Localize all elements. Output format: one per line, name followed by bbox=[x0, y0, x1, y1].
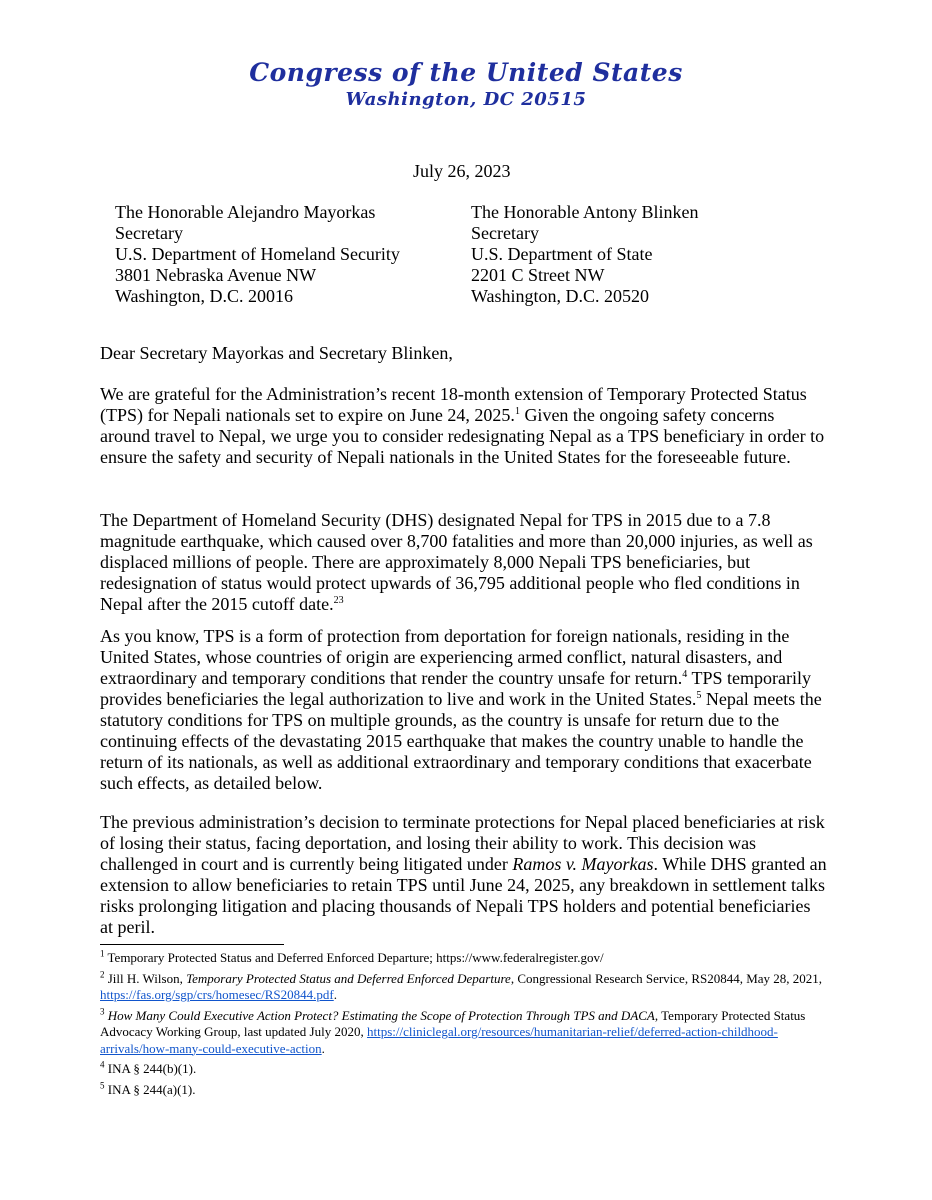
recipient-name: The Honorable Alejandro Mayorkas bbox=[115, 202, 376, 222]
recipient-title: Secretary bbox=[115, 223, 183, 243]
paragraph-text: Given the ongoing safety concerns around travel to Nepal, we urge you to consider redesignating Nepal as a TPS beneficiary in order to ensure the safety and security of Nepali nationals in the United States for the foreseeable future. bbox=[100, 405, 825, 467]
footnote-ref: 4 bbox=[682, 669, 688, 680]
letterhead-title: Congress of the United States bbox=[249, 58, 683, 87]
footnote-text: , Temporary Protected Status Advocacy Working Group, last updated July 2020, bbox=[100, 1007, 806, 1039]
footnote-divider bbox=[100, 944, 284, 945]
letterhead-subtitle: Washington, DC 20515 bbox=[345, 89, 587, 110]
footnote-3 bbox=[100, 1008, 830, 1058]
paragraph-text: As you know, TPS is a form of protection from deportation for foreign nationals, residing in the United States, whose countries of origin are experiencing armed conflict, natural disasters, and extraordinary and temporary conditions that render the country unsafe for return. bbox=[100, 626, 790, 688]
footnote-text: . bbox=[321, 1040, 325, 1056]
footnote-number: 3 bbox=[100, 1006, 105, 1017]
footnote-text: . bbox=[333, 987, 337, 1002]
recipient-department: U.S. Department of State bbox=[471, 244, 653, 264]
footnote-2 bbox=[100, 971, 830, 1004]
footnote-ref: 1 bbox=[514, 406, 520, 417]
paragraph-text: We are grateful for the Administration’s recent 18-month extension of Temporary Protected Status (TPS) for Nepali nationals set to expire on June 24, 2025. bbox=[100, 384, 807, 425]
recipient-address-left bbox=[115, 202, 400, 307]
footnote-text: INA § 244(b)(1). bbox=[104, 1061, 197, 1076]
footnote-text: , Congressional Research Service, RS20844, May 28, 2021, bbox=[510, 970, 823, 986]
footnote-source-title: Temporary Protected Status and Deferred Enforced Departure bbox=[186, 970, 511, 986]
recipient-department: U.S. Department of Homeland Security bbox=[115, 244, 400, 264]
footnote-text: Temporary Protected Status and Deferred Enforced Departure; https://www.federalregister.gov/ bbox=[104, 950, 604, 965]
recipient-city: Washington, D.C. 20520 bbox=[471, 286, 650, 306]
paragraph-text: . While DHS granted an extension to allow beneficiaries to retain TPS until June 24, 2025, any breakdown in settlement talks risks prolonging litigation and placing thousands of Nepali TPS holders and potential beneficiaries at peril. bbox=[100, 854, 827, 937]
footnote-4 bbox=[100, 1061, 830, 1078]
case-name: Ramos v. Mayorkas bbox=[512, 854, 654, 874]
recipient-city: Washington, D.C. 20016 bbox=[115, 286, 294, 306]
recipient-street: 2201 C Street NW bbox=[471, 265, 605, 285]
footnote-source-title: How Many Could Executive Action Protect? Estimating the Scope of Protection Through TPS and DACA bbox=[107, 1007, 655, 1023]
paragraph-2 bbox=[100, 510, 828, 615]
footnote-5 bbox=[100, 1082, 830, 1099]
letterhead bbox=[0, 58, 932, 112]
footnote-1 bbox=[100, 950, 830, 967]
recipient-address-right bbox=[471, 202, 698, 307]
paragraph-1 bbox=[100, 384, 828, 468]
footnote-ref: 5 bbox=[696, 690, 702, 701]
recipient-title: Secretary bbox=[471, 223, 539, 243]
footnote-link[interactable]: https://cliniclegal.org/resources/humanitarian-relief/deferred-action-childhood-arrivals/how-many-could-executive-action bbox=[100, 1024, 778, 1056]
footnote-number: 2 bbox=[100, 969, 105, 980]
paragraph-text: Nepal meets the statutory conditions for TPS on multiple grounds, as the country is unsafe for return due to the continuing effects of the devastating 2015 earthquake that makes the country unable to handle the return of its nationals, as well as additional extraordinary and temporary conditions that exacerbate such effects, as detailed below. bbox=[100, 689, 822, 793]
footnote-number: 5 bbox=[100, 1080, 105, 1091]
paragraph-text: The previous administration’s decision to terminate protections for Nepal placed beneficiaries at risk of losing their status, facing deportation, and losing their ability to work. This decision was challenged in court and is currently being litigated under bbox=[100, 812, 825, 874]
recipient-name: The Honorable Antony Blinken bbox=[471, 202, 699, 222]
salutation: Dear Secretary Mayorkas and Secretary Blinken, bbox=[100, 343, 453, 363]
paragraph-3 bbox=[100, 626, 828, 794]
paragraph-4 bbox=[100, 812, 828, 938]
footnote-number: 4 bbox=[100, 1059, 105, 1070]
footnote-text: Jill H. Wilson, bbox=[104, 970, 187, 986]
paragraph-text: TPS temporarily provides beneficiaries the legal authorization to live and work in the United States. bbox=[100, 668, 811, 709]
recipient-street: 3801 Nebraska Avenue NW bbox=[115, 265, 317, 285]
footnote-link[interactable]: https://fas.org/sgp/crs/homesec/RS20844.pdf bbox=[100, 987, 334, 1002]
footnote-ref: 23 bbox=[333, 595, 344, 606]
footnotes bbox=[100, 950, 830, 1102]
footnote-text: INA § 244(a)(1). bbox=[104, 1081, 196, 1097]
paragraph-text: The Department of Homeland Security (DHS) designated Nepal for TPS in 2015 due to a 7.8 magnitude earthquake, which caused over 8,700 fatalities and more than 20,000 injuries, as well as displaced millions of people. There are approximately 8,000 Nepali TPS beneficiaries, but redesignation of status would protect upwards of 36,795 additional people who fled conditions in Nepal after the 2015 cutoff date. bbox=[100, 510, 813, 614]
footnote-number: 1 bbox=[100, 948, 105, 959]
letter-date: July 26, 2023 bbox=[413, 161, 511, 181]
